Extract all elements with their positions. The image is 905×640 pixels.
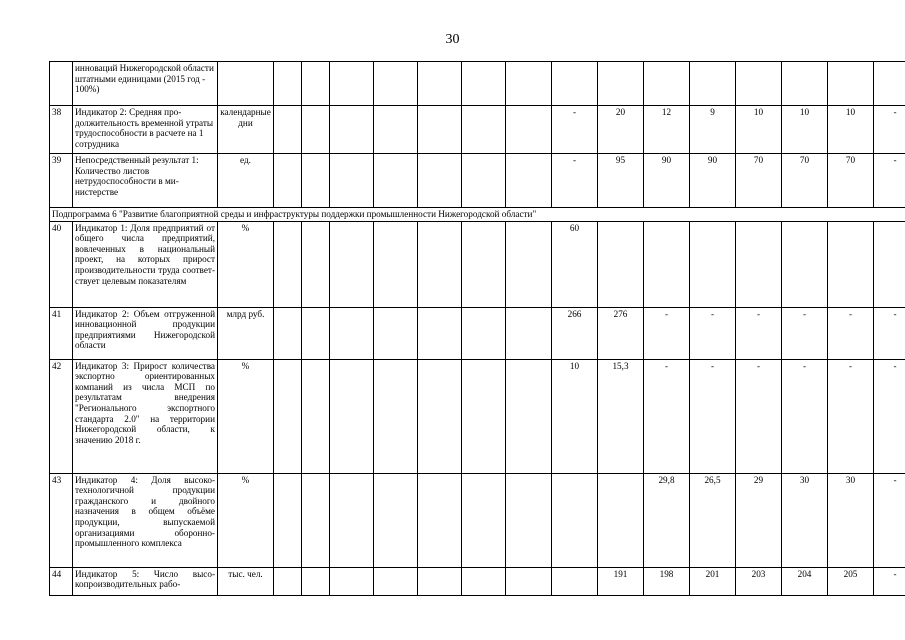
value-cell	[828, 221, 874, 307]
value-cell: 15,3	[598, 359, 644, 473]
value-cell: -	[828, 359, 874, 473]
value-cell	[552, 473, 598, 567]
value-cell	[374, 473, 418, 567]
indicator-name: Индикатор 3: Прирост количества экспортно ориентированных компаний из числа МСП по результатам внедрения "Регионального экспортного стандарта 2.0" на территории Нижегородской области, к значению 2018 г.	[73, 359, 218, 473]
unit-of-measure	[218, 62, 274, 106]
row-number: 38	[50, 106, 73, 154]
value-cell: -	[736, 359, 782, 473]
value-cell	[506, 359, 552, 473]
unit-of-measure: ед.	[218, 154, 274, 208]
indicators-table	[49, 61, 905, 596]
value-cell	[302, 473, 330, 567]
value-cell: -	[552, 154, 598, 208]
value-cell: 204	[782, 567, 828, 595]
value-cell	[874, 62, 905, 106]
value-cell	[418, 106, 462, 154]
value-cell	[462, 359, 506, 473]
value-cell	[374, 106, 418, 154]
value-cell	[506, 307, 552, 359]
value-cell	[462, 62, 506, 106]
value-cell	[506, 221, 552, 307]
value-cell: 29	[736, 473, 782, 567]
table-row	[50, 62, 905, 106]
value-cell: -	[874, 473, 905, 567]
value-cell	[374, 154, 418, 208]
value-cell	[274, 106, 302, 154]
value-cell: 266	[552, 307, 598, 359]
value-cell	[598, 473, 644, 567]
row-number: 41	[50, 307, 73, 359]
value-cell	[598, 62, 644, 106]
row-number: 42	[50, 359, 73, 473]
value-cell: 95	[598, 154, 644, 208]
value-cell: 70	[736, 154, 782, 208]
value-cell	[874, 221, 905, 307]
indicator-name	[73, 567, 218, 595]
value-cell	[374, 221, 418, 307]
value-cell: -	[874, 359, 905, 473]
value-cell	[462, 307, 506, 359]
row-number	[50, 62, 73, 106]
value-cell	[418, 473, 462, 567]
value-cell	[736, 221, 782, 307]
value-cell	[302, 359, 330, 473]
value-cell: 20	[598, 106, 644, 154]
value-cell	[302, 154, 330, 208]
value-cell	[330, 359, 374, 473]
indicator-name: Индикатор 4: Доля высокотехнологичной продукции гражданского и двойного назначения в общем объёме продукции, выпускаемой организациями оборонно-промышленного комплекса	[73, 473, 218, 567]
value-cell	[330, 567, 374, 595]
value-cell: 203	[736, 567, 782, 595]
value-cell	[690, 221, 736, 307]
row-number: 40	[50, 221, 73, 307]
table-row	[50, 307, 905, 359]
table-row	[50, 359, 905, 473]
value-cell	[302, 62, 330, 106]
value-cell	[598, 221, 644, 307]
value-cell	[302, 307, 330, 359]
unit-of-measure: %	[218, 221, 274, 307]
value-cell	[736, 62, 782, 106]
value-cell: 90	[690, 154, 736, 208]
section-row	[50, 208, 905, 222]
value-cell: 70	[828, 154, 874, 208]
value-cell	[418, 307, 462, 359]
value-cell: -	[736, 307, 782, 359]
table-body	[50, 62, 905, 596]
value-cell: 30	[782, 473, 828, 567]
unit-of-measure: %	[218, 359, 274, 473]
value-cell: 9	[690, 106, 736, 154]
value-cell	[552, 62, 598, 106]
subprogram-title: Подпрограмма 6 "Развитие благоприятной среды и инфраструктуры поддержки промышленности Нижегородской области"	[50, 208, 905, 222]
value-cell	[374, 567, 418, 595]
value-cell: -	[874, 154, 905, 208]
value-cell: 198	[644, 567, 690, 595]
value-cell: 10	[782, 106, 828, 154]
value-cell: 60	[552, 221, 598, 307]
value-cell: 10	[828, 106, 874, 154]
unit-of-measure: %	[218, 473, 274, 567]
value-cell: 30	[828, 473, 874, 567]
indicator-name: Непосредственный результат 1: Количество листов нетрудоспособности в министерстве	[73, 154, 218, 208]
value-cell: 10	[736, 106, 782, 154]
row-number: 43	[50, 473, 73, 567]
value-cell: -	[874, 567, 905, 595]
value-cell	[782, 62, 828, 106]
value-cell	[330, 307, 374, 359]
value-cell	[330, 473, 374, 567]
value-cell	[274, 567, 302, 595]
value-cell	[274, 62, 302, 106]
page-number: 30	[445, 32, 460, 47]
value-cell	[828, 62, 874, 106]
value-cell	[552, 567, 598, 595]
value-cell: 191	[598, 567, 644, 595]
value-cell: -	[644, 307, 690, 359]
indicator-name: Индикатор 2: Средняя продолжительность временной утраты трудоспособности в расчете на 1 сотрудника	[73, 106, 218, 154]
value-cell	[644, 62, 690, 106]
value-cell	[782, 221, 828, 307]
value-cell	[690, 62, 736, 106]
value-cell	[330, 221, 374, 307]
value-cell: 29,8	[644, 473, 690, 567]
value-cell: -	[690, 307, 736, 359]
value-cell	[462, 106, 506, 154]
value-cell	[374, 359, 418, 473]
value-cell	[330, 62, 374, 106]
row-number: 39	[50, 154, 73, 208]
value-cell	[330, 154, 374, 208]
value-cell	[274, 473, 302, 567]
value-cell	[274, 359, 302, 473]
value-cell	[302, 106, 330, 154]
value-cell	[418, 221, 462, 307]
indicator-name: инноваций Нижегородской области штатными единицами (2015 год - 100%)	[73, 62, 218, 106]
value-cell	[506, 62, 552, 106]
table-row	[50, 154, 905, 208]
value-cell: -	[874, 307, 905, 359]
value-cell	[462, 221, 506, 307]
value-cell	[418, 154, 462, 208]
value-cell	[506, 106, 552, 154]
indicator-name-text: Индикатор 5: Число высокопроизводительных рабо-	[75, 568, 215, 590]
row-number: 44	[50, 567, 73, 595]
value-cell: 26,5	[690, 473, 736, 567]
value-cell: -	[552, 106, 598, 154]
value-cell	[462, 473, 506, 567]
value-cell	[418, 567, 462, 595]
unit-of-measure: млрд руб.	[218, 307, 274, 359]
unit-of-measure: тыс. чел.	[218, 567, 274, 595]
value-cell	[506, 567, 552, 595]
value-cell	[418, 62, 462, 106]
value-cell	[644, 221, 690, 307]
value-cell: -	[874, 106, 905, 154]
table-row	[50, 567, 905, 595]
value-cell: 90	[644, 154, 690, 208]
value-cell: -	[690, 359, 736, 473]
value-cell	[302, 567, 330, 595]
value-cell	[274, 221, 302, 307]
value-cell	[418, 359, 462, 473]
table-row	[50, 221, 905, 307]
value-cell	[374, 307, 418, 359]
value-cell: 201	[690, 567, 736, 595]
value-cell: -	[782, 359, 828, 473]
value-cell	[274, 154, 302, 208]
table-row	[50, 106, 905, 154]
value-cell	[330, 106, 374, 154]
value-cell: -	[782, 307, 828, 359]
value-cell: 205	[828, 567, 874, 595]
indicator-name: Индикатор 2: Объем отгруженной инновационной продукции предприятиями Нижегородской области	[73, 307, 218, 359]
indicator-name: Индикатор 1: Доля предприятий от общего числа предприятий, вовлеченных в национальный проект, на которых прирост производительности труда соответствует целевым показателям	[73, 221, 218, 307]
value-cell	[302, 221, 330, 307]
value-cell	[462, 154, 506, 208]
value-cell: -	[828, 307, 874, 359]
unit-of-measure: календарные дни	[218, 106, 274, 154]
value-cell	[506, 154, 552, 208]
value-cell: 12	[644, 106, 690, 154]
value-cell: 10	[552, 359, 598, 473]
value-cell	[506, 473, 552, 567]
value-cell: 70	[782, 154, 828, 208]
value-cell	[374, 62, 418, 106]
value-cell	[462, 567, 506, 595]
table-row	[50, 473, 905, 567]
value-cell: -	[644, 359, 690, 473]
value-cell: 276	[598, 307, 644, 359]
value-cell	[274, 307, 302, 359]
